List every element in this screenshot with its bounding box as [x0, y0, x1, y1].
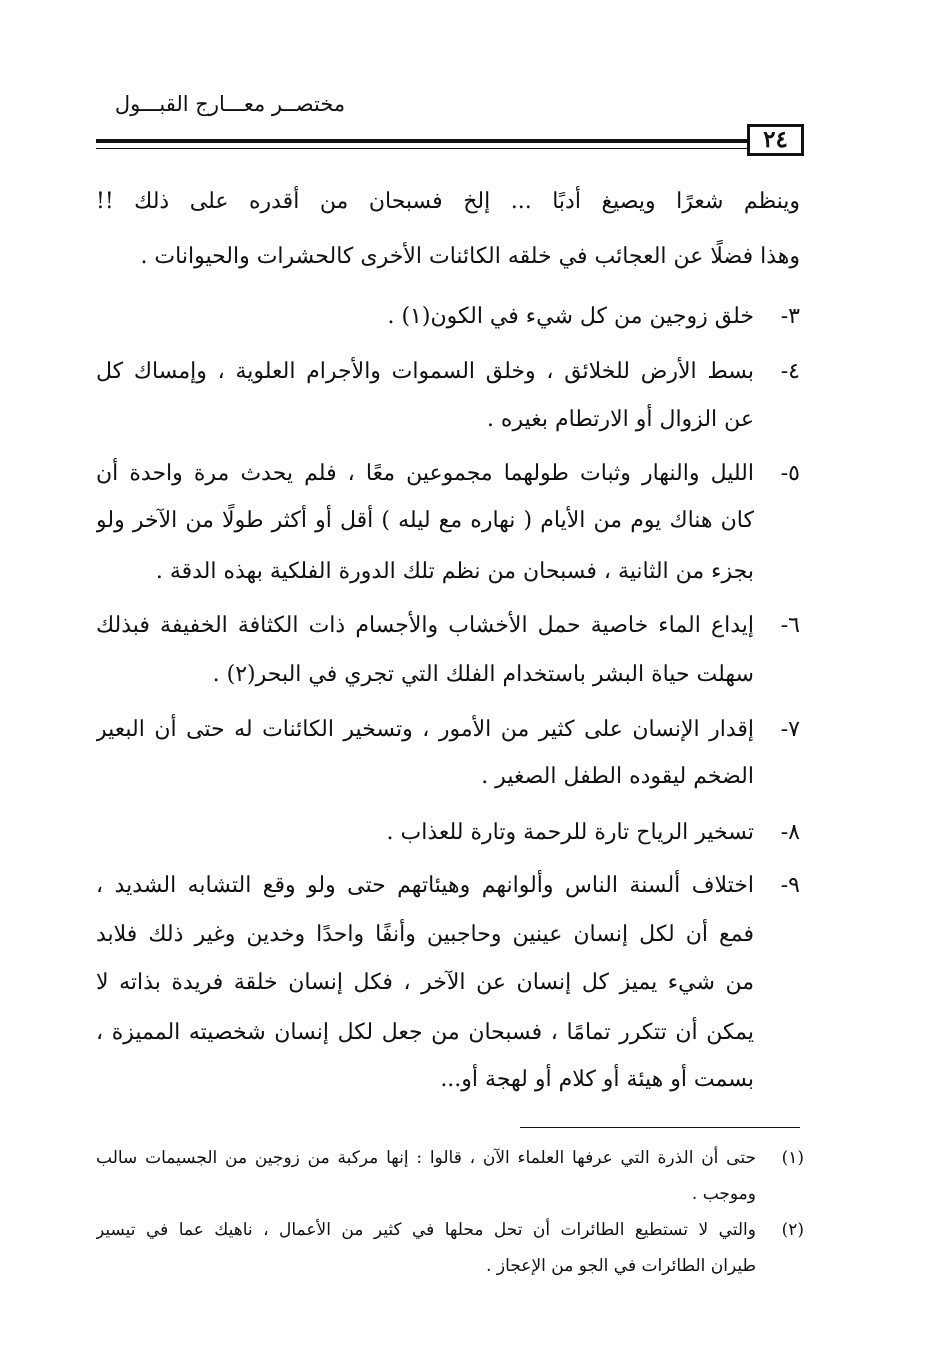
text-line: خلق زوجين من كل شيء في الكون(١) . — [387, 304, 754, 329]
running-title: مختصــر معـــارج القبـــول — [114, 92, 346, 116]
footnote-line: طيران الطائرات في الجو من الإعجاز . — [486, 1256, 756, 1276]
text-line: إيداع الماء خاصية حمل الأخشاب والأجسام ذات الكثافة الخفيفة فبذلك — [96, 613, 754, 638]
item-number: ٨- — [780, 820, 800, 845]
footnote-line: والتي لا تستطيع الطائرات أن تحل محلها في كثير من الأعمال ، ناهيك عما في تيسير — [96, 1220, 756, 1240]
header-rule-thick — [96, 139, 747, 143]
text-line: اختلاف ألسنة الناس وألوانهم وهيئاتهم حتى ولو وقع التشابه الشديد ، — [96, 873, 754, 898]
text-line: بجزء من الثانية ، فسبحان من نظم تلك الدورة الفلكية بهذه الدقة . — [155, 559, 754, 584]
text-line: الليل والنهار وثبات طولهما مجموعين معًا ، فلم يحدث مرة واحدة أن — [96, 461, 754, 486]
text-line: عن الزوال أو الارتطام بغيره . — [486, 407, 754, 432]
text-line: وهذا فضلًا عن العجائب في خلقه الكائنات الأخرى كالحشرات والحيوانات . — [140, 244, 800, 269]
text-line: فمع أن لكل إنسان عينين وحاجبين وأنفًا واحدًا وخدين وغير ذلك فلابد — [96, 922, 754, 947]
item-number: ٩- — [780, 873, 800, 898]
text-line: يمكن أن تتكرر تمامًا ، فسبحان من جعل لكل إنسان شخصيته المميزة ، — [96, 1020, 754, 1045]
footnote-number: (١) — [781, 1148, 804, 1168]
footnote-number: (٢) — [781, 1220, 804, 1240]
page-number: ٢٤ — [747, 124, 804, 156]
text-line: كان هناك يوم من الأيام ( نهاره مع ليله ) أقل أو أكثر طولًا من الآخر ولو — [96, 508, 754, 533]
item-number: ٤- — [780, 359, 800, 384]
text-line: وينظم شعرًا ويصيغ أدبًا ... إلخ فسبحان من أقدره على ذلك !! — [96, 189, 800, 214]
item-number: ٧- — [780, 717, 800, 742]
text-line: من شيء يميز كل إنسان عن الآخر ، فكل إنسان خلقة فريدة بذاته لا — [96, 970, 754, 995]
item-number: ٥- — [780, 461, 800, 486]
footnote-line: وموجب . — [691, 1184, 756, 1204]
text-line: إقدار الإنسان على كثير من الأمور ، وتسخير الكائنات له حتى أن البعير — [96, 717, 754, 742]
text-line: بسط الأرض للخلائق ، وخلق السموات والأجرام العلوية ، وإمساك كل — [96, 359, 754, 384]
text-line: الضخم ليقوده الطفل الصغير . — [481, 764, 754, 789]
footnote-line: حتى أن الذرة التي عرفها العلماء الآن ، قالوا : إنها مركبة من زوجين من الجسيمات سالب — [96, 1148, 756, 1168]
text-line: سهلت حياة البشر باستخدام الفلك التي تجري في البحر(٢) . — [212, 662, 754, 687]
text-line: تسخير الرياح تارة للرحمة وتارة للعذاب . — [386, 820, 754, 845]
item-number: ٦- — [780, 613, 800, 638]
header-rule-thin — [96, 148, 747, 149]
text-line: بسمت أو هيئة أو كلام أو لهجة أو... — [440, 1067, 754, 1092]
footnote-separator — [520, 1127, 800, 1128]
item-number: ٣- — [780, 304, 800, 329]
